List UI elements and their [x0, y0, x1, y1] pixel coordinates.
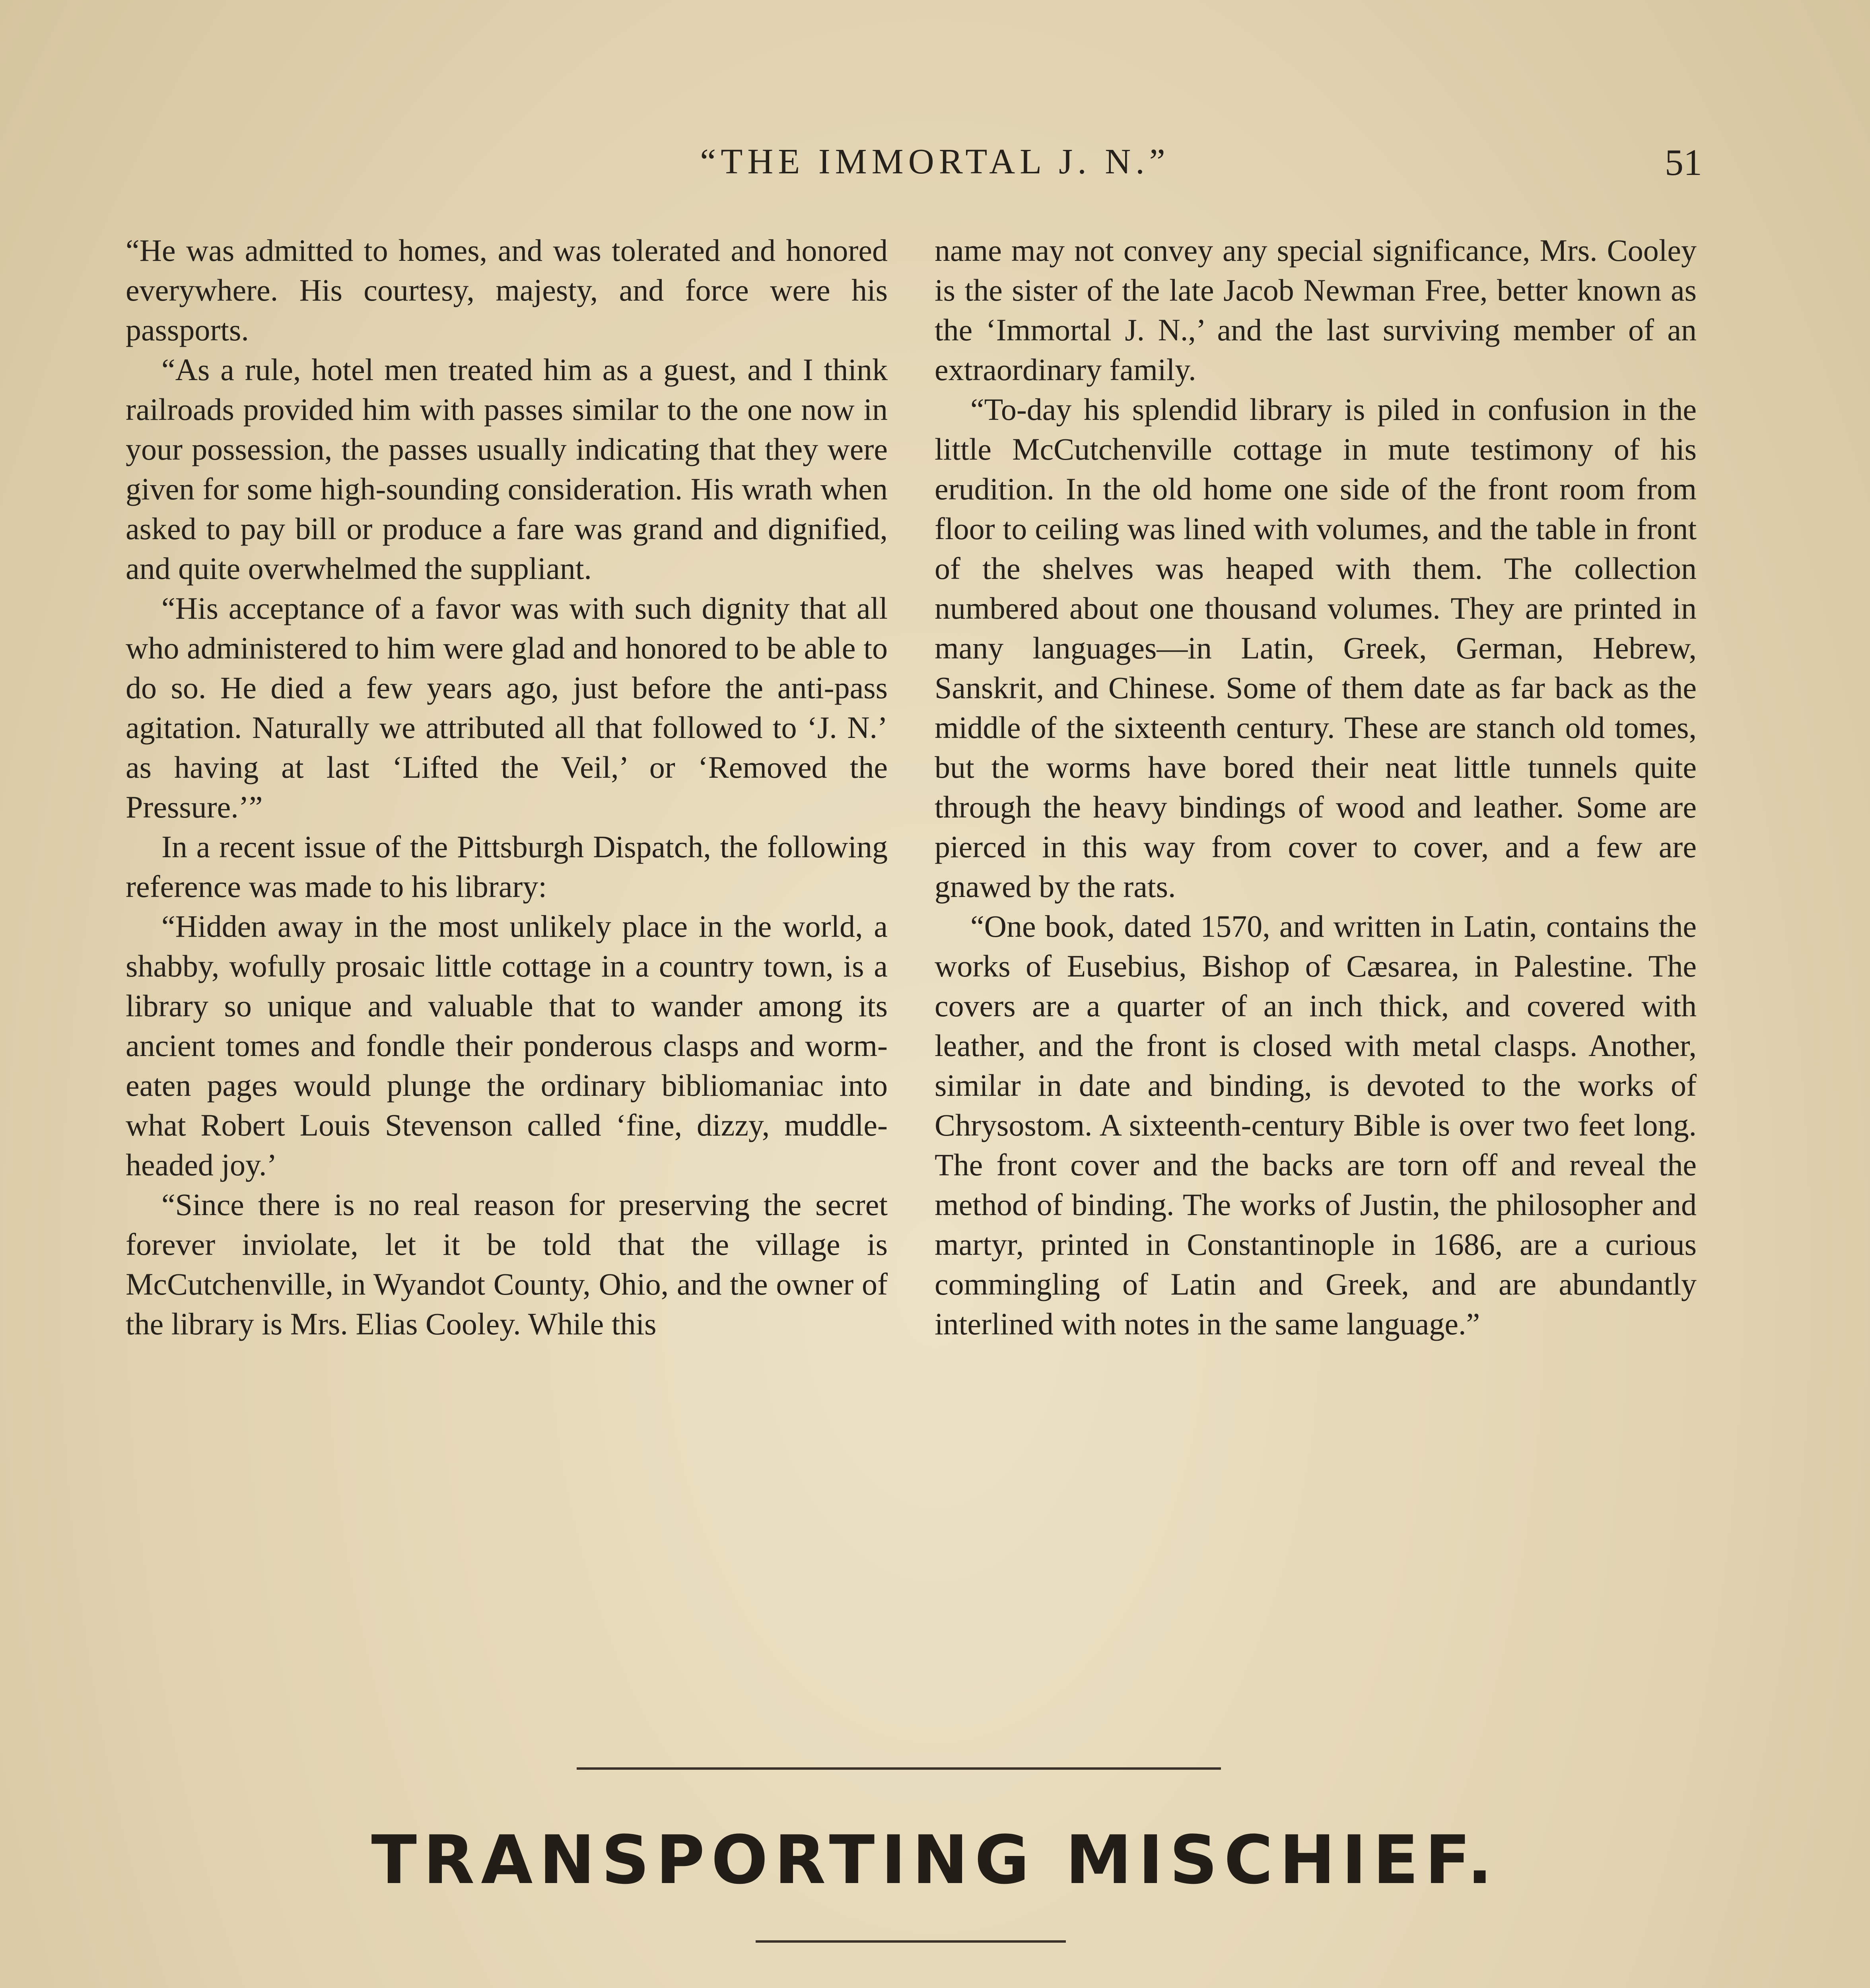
- title-rule: [756, 1940, 1066, 1943]
- paragraph: “One book, dated 1570, and written in Latin, contains the works of Eusebius, Bishop of Cæsarea, in Palestine. The covers are a quarter of an inch thick, and covered with leather, and the front is closed with metal clasps. Another, similar in date and binding, is devoted to the works of Chrysostom. A sixteenth-century Bible is over two feet long. The front cover and the backs are torn off and reveal the method of binding. The works of Justin, the philosopher and martyr, printed in Constantinople in 1686, are a curious commingling of Latin and Greek, and are abundantly interlined with notes in the same language.”: [935, 909, 1697, 1341]
- article-title: TRANSPORTING MISCHIEF.: [371, 1821, 1499, 1899]
- subtitle-line: [126, 1982, 1697, 1988]
- paragraph: “Hidden away in the most unlikely place in the world, a shabby, wofully prosaic little cottage in a country town, is a library so unique and valuable that to wander among its ancient tomes and fondle their ponderous clasps and worm-eaten pages would plunge the ordinary bibliomaniac into what Robert Louis Stevenson called ‘fine, dizzy, muddle-headed joy.’: [126, 909, 888, 1182]
- paragraph: “His acceptance of a favor was with such dignity that all who administered to him were glad and honored to be able to do so. He died a few years ago, just before the anti-pass agitation. Naturally we attributed all that followed to ‘J. N.’ as having at last ‘Lifted the Veil,’ or ‘Removed the Pressure.’”: [126, 591, 888, 824]
- paragraph: “Since there is no real reason for preserving the secret forever inviolate, let it be told that the village is McCutchenville, in Wyandot County, Ohio, and the owner of the library is Mrs. Elias Cooley. While this: [126, 1187, 888, 1341]
- page-number: 51: [1665, 142, 1702, 183]
- paragraph: In a recent issue of the Pittsburgh Dispatch, the following reference was made to his library:: [126, 829, 888, 904]
- running-head: “THE IMMORTAL J. N.”: [700, 142, 1170, 181]
- paragraph: “As a rule, hotel men treated him as a guest, and I think railroads provided him with passes similar to the one now in your possession, the passes usually indicating that they were given for some high-sounding consideration. His wrath when asked to pay bill or produce a fare was grand and dignified, and quite overwhelmed the suppliant.: [126, 352, 888, 586]
- paragraph: name may not convey any special significance, Mrs. Cooley is the sister of the late Jacob Newman Free, better known as the ‘Immortal J. N.,’ and the last surviving member of an extraordinary family.: [935, 233, 1697, 387]
- article1-right-column: [935, 231, 1697, 1710]
- paragraph: “To-day his splendid library is piled in confusion in the little McCutchenville cottage in mute testimony of his erudition. In the old home one side of the front room from floor to ceiling was lined with volumes, and the table in front of the shelves was heaped with them. The collection numbered about one thousand volumes. They are printed in many languages—in Latin, Greek, German, Hebrew, Sanskrit, and Chinese. Some of them date as far back as the middle of the sixteenth century. These are stanch old tomes, but the worms have bored their neat little tunnels quite through the heavy bindings of wood and leather. Some are pierced in this way from cover to cover, and a few are gnawed by the rats.: [935, 392, 1697, 904]
- article-subtitle: [126, 1982, 1697, 1988]
- paragraph: “He was admitted to homes, and was tolerated and honored everywhere. His courtesy, majesty, and force were his passports.: [126, 233, 888, 347]
- section-divider: [577, 1767, 1221, 1770]
- article1-left-column: [126, 231, 888, 1710]
